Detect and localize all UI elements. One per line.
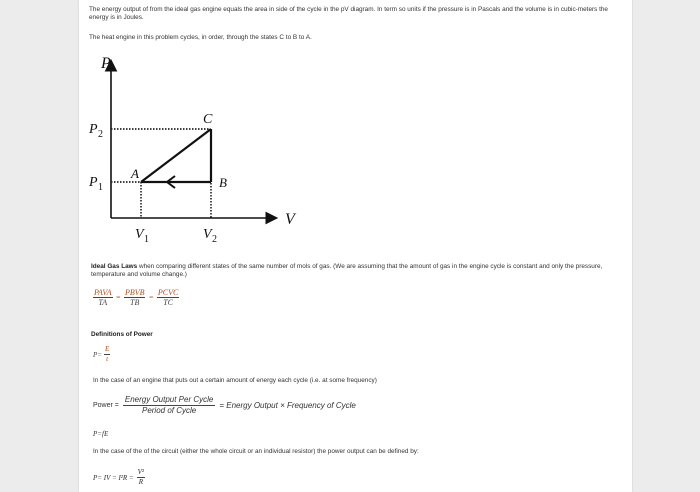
v1-label: V [135,227,144,242]
point-b-label: B [219,175,227,190]
circuit-paragraph: In the case of the of the circuit (either the whole circuit or an individual resistor) the power output can be defined by: [93,448,419,455]
p1-subscript: 1 [98,182,103,193]
p-equals-label: P= [93,350,102,359]
power-rhs: = Energy Output × Frequency of Cycle [219,401,356,410]
pfe-formula: P=fE [93,430,109,438]
cycle-a-to-c [141,129,211,182]
power-denominator: Period of Cycle [141,406,197,415]
point-c-label: C [203,112,213,127]
power-numerator: Energy Output Per Cycle [124,395,214,404]
cycle-description: The heat engine in this problem cycles, in order, through the states C to B to A. [89,34,312,41]
pivr-denominator: R [138,478,143,486]
power-label: Power = [93,402,119,409]
frac-a-den: TA [98,298,108,307]
equals-sign-1: = [115,293,121,302]
frac-b-den: TB [130,298,140,307]
power-energy-time-formula [93,345,110,364]
v-axis-label: V [285,211,295,228]
power-cycle-formula [93,395,356,416]
v2-subscript: 2 [212,234,217,245]
intro-paragraph: The energy output of from the ideal gas engine equals the area in side of the cycle in the pV diagram. In term so units if the pressure is in Pascals and the volume is in cubic-meters the energy is in Joules. [89,6,608,22]
p-numerator: E [105,345,110,353]
gas-law-equation [93,288,179,307]
power-defs-heading: Definitions of Power [91,331,153,338]
frac-c-num: PCVC [157,288,179,297]
frac-b-num: PBVB [124,288,145,297]
ideal-gas-paragraph [91,263,626,280]
pivr-lhs: P= IV = I²R = [93,473,134,482]
equals-sign-2: = [148,293,154,302]
v1-subscript: 1 [144,234,149,245]
p2-label: P [89,122,98,137]
point-a-label: A [131,166,139,181]
p2-subscript: 2 [98,129,103,140]
frac-a-num: PAVA [94,288,112,297]
ideal-gas-heading: Ideal Gas Laws [91,263,138,270]
pivr-numerator: V² [137,468,145,476]
frac-c-den: TC [163,298,174,307]
v2-label: V [203,227,212,242]
ideal-gas-text: when comparing different states of the same number of mols of gas. (We are assuming that the amount of gas in the engine cycle is constant and only the pressure, temperature and volume change.) [91,263,603,279]
pivr-formula [93,468,145,487]
frequency-paragraph: In the case of an engine that puts out a certain amount of energy each cycle (i.e. at some frequency) [93,377,377,384]
p-denominator: t [106,355,109,363]
document-page [79,0,632,492]
p1-label: P [89,175,98,190]
p-axis-label: P [101,55,111,72]
pv-diagram [79,40,632,280]
